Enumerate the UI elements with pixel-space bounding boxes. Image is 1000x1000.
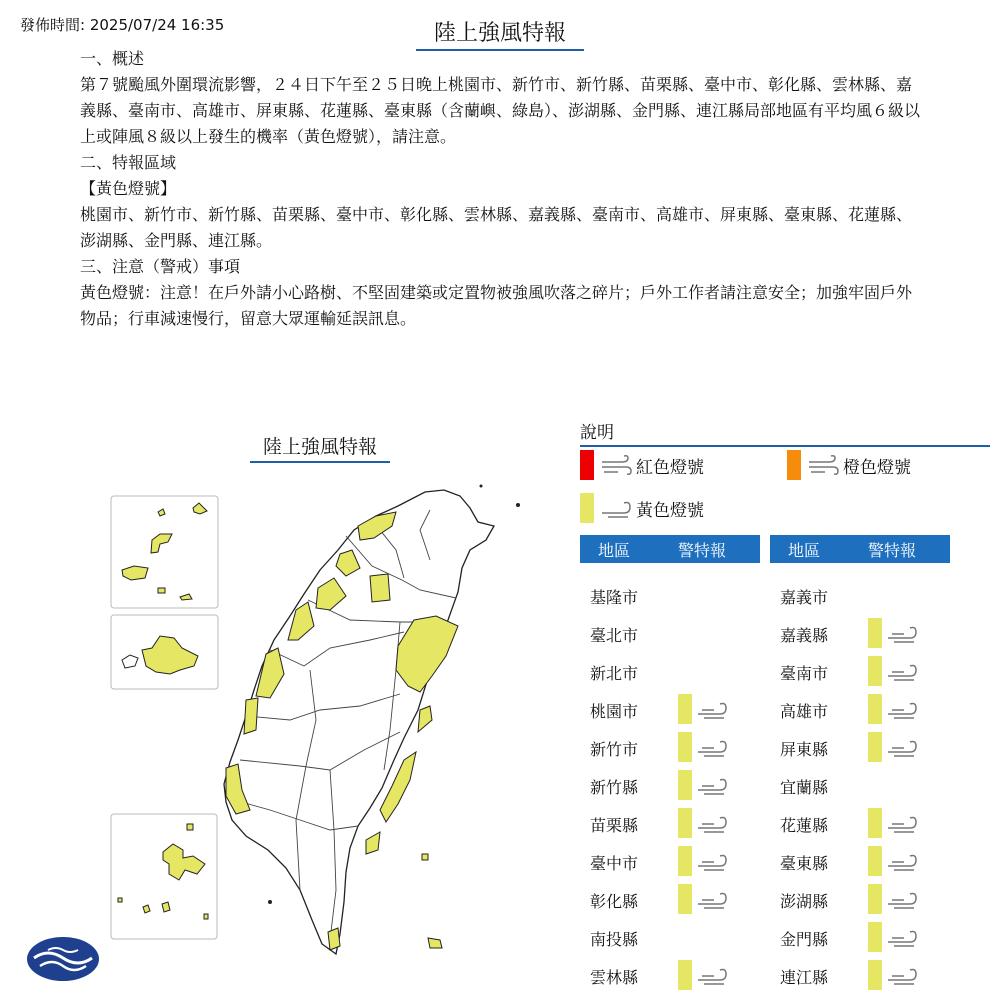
region-name: 嘉義縣 — [780, 626, 829, 645]
legend-yellow-label: 黃色燈號 — [636, 500, 704, 521]
region-name: 新北市 — [590, 664, 639, 683]
alert-mark — [868, 656, 922, 686]
wind-icon — [696, 698, 728, 720]
table-row — [770, 956, 950, 994]
table-row — [580, 576, 760, 614]
yellow-swatch — [868, 694, 882, 724]
table-row — [580, 804, 760, 842]
table-row — [580, 652, 760, 690]
wind-icon — [886, 660, 918, 682]
section-3-text: 黃色燈號：注意！在戶外請小心路樹、不堅固建築或定置物被強風吹落之碎片；戶外工作者請注意安全；加強牢固戶外物品；行車減速慢行，留意大眾運輸延誤訊息。 — [80, 283, 913, 328]
col-region-header: 地區 — [788, 540, 821, 560]
table-row — [580, 918, 760, 956]
region-name: 嘉義市 — [780, 588, 829, 607]
yellow-swatch — [868, 960, 882, 990]
table-row — [770, 918, 950, 956]
region-name: 屏東縣 — [780, 740, 829, 759]
alert-mark — [868, 922, 922, 952]
inset-penghu-box — [111, 814, 217, 939]
yellow-swatch — [580, 493, 594, 523]
region-name: 彰化縣 — [590, 892, 639, 911]
table-header-right — [770, 535, 950, 563]
yellow-swatch — [678, 694, 692, 724]
table-row — [580, 728, 760, 766]
wind-icon — [696, 774, 728, 796]
table-row — [770, 690, 950, 728]
yellow-swatch — [868, 922, 882, 952]
alert-mark — [678, 732, 732, 762]
table-row — [580, 842, 760, 880]
issue-time: 發佈時間: 2025/07/24 16:35 — [20, 16, 225, 34]
orange-swatch — [787, 450, 801, 480]
alert-mark — [868, 808, 922, 838]
legend-red — [580, 450, 704, 480]
section-1-text: 第７號颱風外圍環流影響，２４日下午至２５日晚上桃園市、新竹市、新竹縣、苗栗縣、臺中市、彰化縣、雲林縣、嘉義縣、臺南市、高雄市、屏東縣、花蓮縣、臺東縣（含蘭嶼、綠島）、澎湖縣、金門縣、連江縣局部地區有平均風６級以上或陣風８級以上發生的機率（黃色燈號），請注意。 — [80, 75, 921, 146]
section-2-heading: 二、特報區域 — [80, 153, 177, 172]
region-name: 臺東縣 — [780, 854, 829, 873]
yellow-swatch — [678, 960, 692, 990]
yellow-swatch — [868, 846, 882, 876]
table-row — [770, 576, 950, 614]
wind-icon — [886, 964, 918, 986]
wind-icon — [807, 454, 839, 476]
map-title: 陸上強風特報 — [250, 432, 390, 463]
wind-icon — [886, 812, 918, 834]
table-row — [770, 728, 950, 766]
section-3-heading: 三、注意（警戒）事項 — [80, 257, 241, 276]
yellow-swatch — [678, 884, 692, 914]
red-swatch — [580, 450, 594, 480]
table-row — [770, 842, 950, 880]
section-2-subheading: 【黃色燈號】 — [80, 179, 177, 198]
cwa-logo-icon — [26, 936, 100, 982]
wind-icon — [600, 497, 632, 519]
table-row — [580, 956, 760, 994]
bulletin-text — [80, 46, 920, 332]
legend-orange-label: 橙色燈號 — [843, 457, 911, 478]
wind-icon — [886, 622, 918, 644]
yellow-swatch — [678, 846, 692, 876]
alert-mark — [868, 960, 922, 990]
table-row — [770, 652, 950, 690]
wind-icon — [886, 850, 918, 872]
wind-icon — [886, 736, 918, 758]
wind-icon — [886, 888, 918, 910]
wind-icon — [696, 812, 728, 834]
region-name: 臺中市 — [590, 854, 639, 873]
table-row — [580, 880, 760, 918]
alert-mark — [868, 694, 922, 724]
region-name: 臺南市 — [780, 664, 829, 683]
region-name: 高雄市 — [780, 702, 829, 721]
wind-icon — [696, 850, 728, 872]
legend-yellow — [580, 493, 704, 523]
alert-mark — [678, 808, 732, 838]
table-row — [770, 614, 950, 652]
section-1-heading: 一、概述 — [80, 49, 145, 68]
yellow-swatch — [868, 618, 882, 648]
wind-icon — [886, 926, 918, 948]
table-row — [580, 614, 760, 652]
region-name: 連江縣 — [780, 968, 829, 987]
yellow-swatch — [868, 656, 882, 686]
table-row — [580, 766, 760, 804]
table-row — [770, 804, 950, 842]
wind-icon — [886, 698, 918, 720]
wind-icon — [696, 888, 728, 910]
alert-mark — [868, 846, 922, 876]
wind-icon — [696, 964, 728, 986]
alert-mark — [868, 732, 922, 762]
alert-mark — [678, 846, 732, 876]
yellow-swatch — [678, 732, 692, 762]
yellow-swatch — [868, 732, 882, 762]
region-name: 桃園市 — [590, 702, 639, 721]
col-alert-header: 警特報 — [868, 540, 917, 560]
region-name: 雲林縣 — [590, 968, 639, 987]
alert-mark — [678, 770, 732, 800]
col-alert-header: 警特報 — [678, 540, 727, 560]
table-row — [770, 766, 950, 804]
col-region-header: 地區 — [598, 540, 631, 560]
region-name: 花蓮縣 — [780, 816, 829, 835]
wind-icon — [600, 454, 632, 476]
region-name: 金門縣 — [780, 930, 829, 949]
region-name: 臺北市 — [590, 626, 639, 645]
alert-mark — [678, 960, 732, 990]
page-title: 陸上強風特報 — [416, 16, 584, 51]
yellow-swatch — [678, 808, 692, 838]
yellow-swatch — [868, 808, 882, 838]
region-name: 基隆市 — [590, 588, 639, 607]
region-name: 新竹市 — [590, 740, 639, 759]
taiwan-warning-map — [0, 470, 560, 990]
region-name: 南投縣 — [590, 930, 639, 949]
yellow-swatch — [678, 770, 692, 800]
alert-mark — [868, 884, 922, 914]
section-2-text: 桃園市、新竹市、新竹縣、苗栗縣、臺中市、彰化縣、雲林縣、嘉義縣、臺南市、高雄市、屏東縣、臺東縣、花蓮縣、澎湖縣、金門縣、連江縣。 — [80, 205, 913, 250]
region-name: 新竹縣 — [590, 778, 639, 797]
yellow-swatch — [868, 884, 882, 914]
legend-red-label: 紅色燈號 — [636, 457, 704, 478]
table-row — [770, 880, 950, 918]
table-header-left — [580, 535, 760, 563]
wind-icon — [696, 736, 728, 758]
alert-mark — [678, 694, 732, 724]
region-name: 苗栗縣 — [590, 816, 639, 835]
alert-mark — [868, 618, 922, 648]
region-name: 宜蘭縣 — [780, 778, 829, 797]
taiwan-outline — [224, 490, 494, 954]
legend-heading: 說明 — [580, 418, 990, 447]
table-row — [580, 690, 760, 728]
legend-orange — [787, 450, 911, 480]
alert-mark — [678, 884, 732, 914]
region-name: 澎湖縣 — [780, 892, 829, 911]
